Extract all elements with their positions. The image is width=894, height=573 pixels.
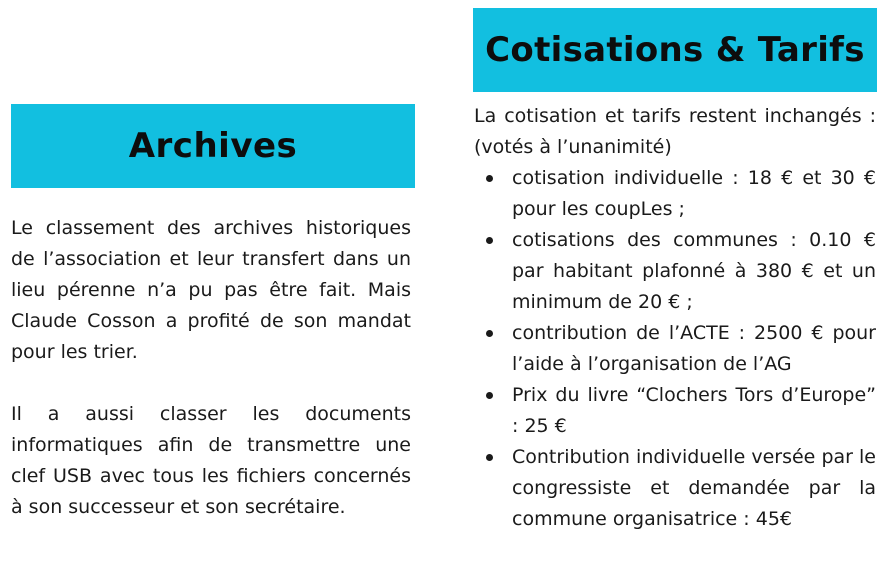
- bullet-icon: [486, 454, 493, 461]
- list-item-text: Contribution individuelle versée par le congressiste et demandée par la commune organisatrice : 45€: [512, 446, 876, 530]
- bullet-icon: [486, 237, 493, 244]
- list-item-text: cotisations des communes : 0.10 € par habitant plafonné à 380 € et un minimum de 20 € ;: [512, 229, 876, 313]
- tarifs-intro-text: La cotisation et tarifs restent inchangés : (votés à l’unanimité): [474, 105, 876, 158]
- list-item-text: cotisation individuelle : 18 € et 30 € pour les coupLes ;: [512, 167, 876, 220]
- bullet-icon: [486, 392, 493, 399]
- archives-paragraph-2: Il a aussi classer les documents informatiques afin de transmettre une clef USB avec tous les fichiers concernés à son successeur et son secrétaire.: [11, 403, 411, 518]
- tarifs-banner: [473, 8, 877, 92]
- list-item: [474, 318, 876, 380]
- tarifs-title: Cotisations & Tarifs: [485, 30, 865, 70]
- tarifs-list: [474, 163, 876, 535]
- list-item-text: Prix du livre “Clochers Tors d’Europe” : 25 €: [512, 384, 876, 437]
- list-item: [474, 163, 876, 225]
- archives-paragraph-1: Le classement des archives historiques de l’association et leur transfert dans un lieu pérenne n’a pu pas être fait. Mais Claude Cosson a profité de son mandat pour les trier.: [11, 217, 411, 363]
- archives-title: Archives: [128, 126, 298, 166]
- list-item: [474, 225, 876, 318]
- list-item: [474, 442, 876, 535]
- list-item-text: contribution de l’ACTE : 2500 € pour l’aide à l’organisation de l’AG: [512, 322, 876, 375]
- bullet-icon: [486, 175, 493, 182]
- bullet-icon: [486, 330, 493, 337]
- archives-banner: [11, 104, 415, 188]
- list-item: [474, 380, 876, 442]
- archives-body: [11, 213, 411, 523]
- tarifs-intro: [474, 101, 876, 163]
